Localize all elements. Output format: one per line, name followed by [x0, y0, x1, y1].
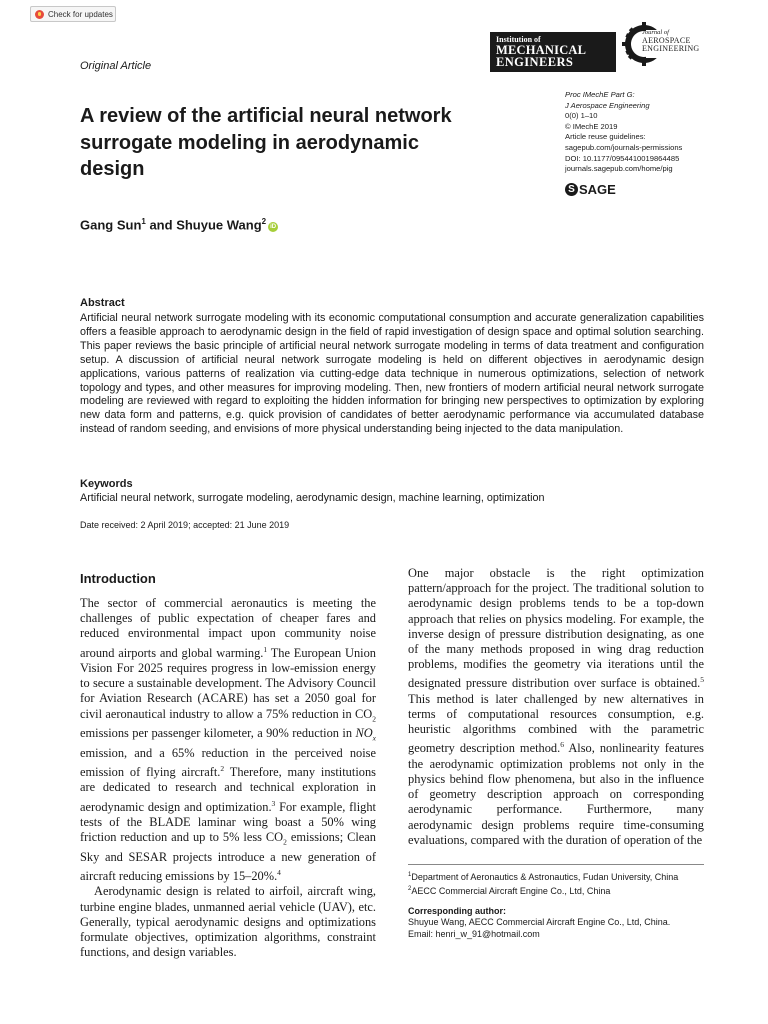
citation-2[interactable]: 2 — [220, 764, 225, 774]
journal-logo — [642, 30, 700, 54]
affiliations — [408, 869, 704, 897]
journal-logo-name-1: AEROSPACE — [642, 35, 691, 45]
citation-5[interactable]: 5 — [700, 675, 704, 685]
intro-paragraph-2: Aerodynamic design is related to airfoil, aircraft wing, turbine engine blades, unmanned aerial vehicle (UAV), etc. Generally, typical aerodynamic designs and optimizations formulate objectives, optimization algorithms, constraint functions, and design variables. — [80, 884, 376, 960]
sage-text: SAGE — [579, 182, 616, 197]
keywords-heading: Keywords — [80, 478, 133, 490]
citation-3[interactable]: 3 — [271, 798, 276, 808]
article-type: Original Article — [80, 60, 152, 72]
copyright: © IMechE 2019 — [565, 121, 618, 131]
footnote-divider — [408, 864, 704, 865]
corresponding-email[interactable]: Email: henri_w_91@hotmail.com — [408, 928, 540, 939]
author-2-affiliation: 2 — [261, 217, 267, 226]
sage-symbol: S — [565, 183, 578, 196]
corresponding-label: Corresponding author: — [408, 906, 506, 916]
crossmark-icon — [35, 10, 44, 19]
dates: Date received: 2 April 2019; accepted: 21 June 2019 — [80, 520, 290, 530]
reuse-label: Article reuse guidelines: — [565, 132, 646, 142]
author-list — [80, 217, 278, 232]
paper-title: A review of the artificial neural network surrogate modeling in aerodynamic design — [80, 105, 452, 180]
doi-link[interactable]: DOI: 10.1177/0954410019864485 — [565, 153, 680, 163]
author-conjunction: and — [145, 217, 177, 233]
abstract-heading: Abstract — [80, 297, 125, 309]
citation-6[interactable]: 6 — [560, 740, 564, 750]
citation-1[interactable]: 1 — [263, 644, 268, 654]
affiliation-1: $^1$Department of Aeronautics & Astronautics, Fudan University, China — [408, 872, 679, 882]
corresponding-author — [408, 906, 704, 940]
body-column-left — [80, 596, 376, 960]
page-range: 0(0) 1–10 — [565, 111, 598, 121]
journal-meta — [565, 90, 725, 175]
author-1-affiliation: 1 — [141, 217, 146, 226]
sage-logo — [565, 182, 616, 197]
journal-logo-of: Journal of — [642, 29, 669, 36]
logo-line-1: Institution of — [496, 34, 541, 44]
journal-url[interactable]: journals.sagepub.com/home/pig — [565, 164, 673, 174]
check-for-updates-label: Check for updates — [48, 9, 113, 19]
journal-name: Proc IMechE Part G: — [565, 90, 635, 99]
journal-subname: J Aerospace Engineering — [565, 100, 650, 110]
affiliation-2: $^2$AECC Commercial Aircraft Engine Co., Ltd, China — [408, 886, 611, 896]
intro-paragraph-1: The sector of commercial aeronautics is meeting the challenges of public expectation of cheaper fares and reduced environmental impact upon community noise around airports and global warming.$^1$ The European Union Vision For 2025 requires progress in low-emission energy to secure a sustainable development. The Advisory Council for Aviation Research (ACARE) has set a 2050 goal for civil aeronautical industry to allow a 75% reduction in $CO_2$ emissions per passenger kilometer, a 90% reduction in $NO_x$ emission, and a 65% reduction in the perceived noise emission of flying aircraft.$^2$ Therefore, many institutions are dedicated to research and technical exploration in aerodynamic design and optimization.$^3$ For example, flight tests of the BLADE laminar wing boast a 50% wing friction reduction and up to 5% less $CO_2$ emissions; Clean Sky and SESAR projects introduce a new generation of aircraft reducing emissions by 15–20%.$^4$ — [80, 596, 377, 884]
intro-paragraph-3: One major obstacle is the right optimization pattern/approach for the project. The traditional solution to aerodynamic design problems tends to be a top-down approach that relies on physics modeling. For example, the inverse design of pressure distribution designating, as one of the many methods proposed in wing drag reduction problems, modifies the geometry via iterations until the designated pressure distribution over surface is obtained.$^5$ This method is later challenged by new alternatives in terms of computational resources consumption, e.g. heuristic algorithms combined with the parametric geometry description method.$^6$ Also, nonlinearity features the aerodynamic optimization problems not only in the physics behind flow phenomena, but also in the influence of geometry description approach on corresponding aerodynamic performance. Furthermore, many aerodynamic design problems require time-consuming evaluations, compared with the duration of operation of the — [408, 566, 704, 847]
body-column-right — [408, 566, 704, 848]
abstract-text: Artificial neural network surrogate modeling with its economic computational consumption and accurate generalization capabilities offers a feasible approach to aerodynamic design in the field of rapid investigation of design space and optimal solution searching. This paper reviews the basic principle of artificial neural network surrogate modeling in terms of data treatment and configuration setup. A discussion of artificial neural network surrogate modeling is held on different objectives in aerodynamic design applications, various patterns of realization via cutting-edge data technique in numerous optimizations, selection of network topology and types, and other measures for improving modeling. Then, new frontiers of modern artificial neural network surrogate modeling are reviewed with regard to exploiting the hidden information for bringing new perspectives to optimization by exploring new data form and patterns, e.g. quick provision of candidates of better aerodynamic performance via accumulated database instead of random seeding, and envisions of more physical understanding being injected to the data manipulation. — [80, 312, 704, 436]
journal-logo-name-2: ENGINEERING — [642, 44, 700, 54]
corresponding-name: Shuyue Wang, AECC Commercial Aircraft Engine Co., Ltd, China. — [408, 917, 671, 928]
author-1[interactable]: Gang Sun — [80, 217, 142, 233]
check-for-updates-button[interactable] — [30, 6, 116, 22]
imeche-logo — [490, 32, 616, 72]
author-2[interactable]: Shuyue Wang — [176, 217, 262, 233]
keywords-text: Artificial neural network, surrogate modeling, aerodynamic design, machine learning, optimization — [80, 492, 545, 504]
logo-line-2: MECHANICAL — [496, 42, 587, 57]
orcid-icon[interactable]: iD — [270, 224, 277, 231]
citation-4[interactable]: 4 — [277, 868, 281, 878]
introduction-heading: Introduction — [80, 571, 156, 586]
reuse-link[interactable]: sagepub.com/journals-permissions — [565, 142, 683, 152]
logo-line-3: ENGINEERS — [496, 55, 574, 69]
